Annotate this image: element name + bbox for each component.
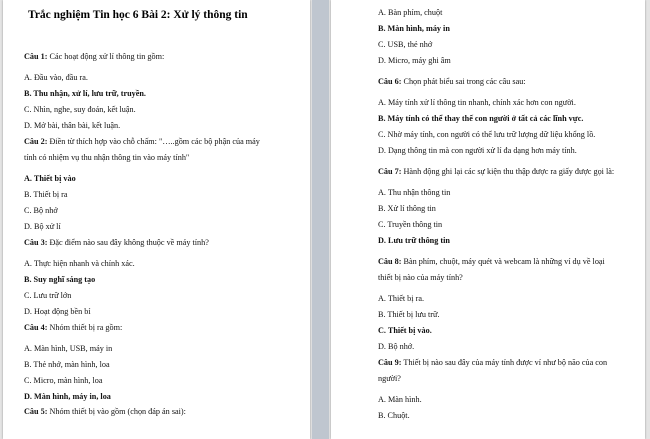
q2-option-c: C. Bộ nhớ	[24, 206, 58, 215]
question-text: Hành động ghi lại các sự kiện thu thập được ra giấy được gọi là:	[401, 167, 615, 176]
question-8-continued: thiết bị nào của máy tính?	[378, 273, 463, 282]
q7-option-c: C. Truyền thông tin	[378, 220, 443, 229]
q3-option-c: C. Lưu trữ lớn	[24, 291, 72, 300]
q4-option-c: C. Micro, màn hình, loa	[24, 376, 103, 385]
question-1	[24, 52, 164, 62]
question-7	[378, 167, 614, 177]
q2-option-b: B. Thiết bị ra	[24, 190, 68, 199]
q9-option-a: A. Màn hình.	[378, 395, 422, 404]
q7-option-a: A. Thu nhận thông tin	[378, 188, 451, 197]
q6-option-b: B. Máy tính có thể thay thế con người ở tất cả các lĩnh vực.	[378, 114, 584, 123]
q9-option-b: B. Chuột.	[378, 411, 410, 420]
question-number: Câu 7:	[378, 167, 402, 176]
question-3	[24, 238, 209, 248]
question-8	[378, 257, 605, 267]
question-9-continued: người?	[378, 374, 401, 383]
page-gutter	[312, 0, 329, 439]
question-number: Câu 5:	[24, 407, 48, 416]
q4-option-b: B. Thẻ nhớ, màn hình, loa	[24, 360, 110, 369]
q6-option-d: D. Dạng thông tin mà con người xử lí đa dạng hơn máy tính.	[378, 146, 577, 155]
q4-option-a: A. Màn hình, USB, máy in	[24, 344, 113, 353]
q4-option-d: D. Màn hình, máy in, loa	[24, 392, 111, 401]
q3-option-b: B. Suy nghĩ sáng tạo	[24, 275, 96, 284]
question-text: Bàn phím, chuột, máy quét và webcam là những ví dụ về loại	[401, 257, 605, 266]
q1-option-c: C. Nhìn, nghe, suy đoán, kết luận.	[24, 105, 136, 114]
question-number: Câu 8:	[378, 257, 402, 266]
question-number: Câu 9:	[378, 358, 402, 367]
page-right	[331, 0, 645, 439]
q3-option-a: A. Thực hiện nhanh và chính xác.	[24, 259, 135, 268]
question-text: Chọn phát biểu sai trong các câu sau:	[401, 77, 526, 86]
question-text: Các hoạt động xử lí thông tin gồm:	[47, 52, 165, 61]
question-2	[24, 137, 260, 147]
q6-option-a: A. Máy tính xử lí thông tin nhanh, chính xác hơn con người.	[378, 98, 576, 107]
q1-option-a: A. Đầu vào, đầu ra.	[24, 73, 88, 82]
question-number: Câu 1:	[24, 52, 48, 61]
question-text: Đặc điểm nào sau đây không thuộc về máy tính?	[47, 238, 209, 247]
q5-option-c: C. USB, thẻ nhớ	[378, 40, 433, 49]
question-text: Điền từ thích hợp vào chỗ chấm: "…..gồm các bộ phận của máy	[47, 137, 260, 146]
q5-option-b: B. Màn hình, máy in	[378, 24, 450, 33]
q8-option-d: D. Bộ nhớ.	[378, 342, 415, 351]
q1-option-d: D. Mở bài, thân bài, kết luận.	[24, 121, 121, 130]
question-number: Câu 6:	[378, 77, 402, 86]
q1-option-b: B. Thu nhận, xử lí, lưu trữ, truyền.	[24, 89, 146, 98]
question-number: Câu 4:	[24, 323, 48, 332]
q7-option-d: D. Lưu trữ thông tin	[378, 236, 450, 245]
question-text: Nhóm thiết bị ra gồm:	[47, 323, 123, 332]
question-text: Thiết bị nào sau đây của máy tính được ví như bộ não của con	[401, 358, 608, 367]
page-left	[3, 0, 310, 439]
q8-option-a: A. Thiết bị ra.	[378, 294, 425, 303]
question-2-continued: tính có nhiệm vụ thu nhận thông tin vào máy tính"	[24, 153, 190, 162]
q8-option-b: B. Thiết bị lưu trữ.	[378, 310, 440, 319]
question-9	[378, 358, 607, 368]
q2-option-a: A. Thiết bị vào	[24, 174, 76, 183]
q7-option-b: B. Xử lí thông tin	[378, 204, 436, 213]
q5-option-a: A. Bàn phím, chuột	[378, 8, 443, 17]
question-text: Nhóm thiết bị vào gồm (chọn đáp án sai):	[47, 407, 186, 416]
document-title: Trắc nghiệm Tin học 6 Bài 2: Xử lý thông tin	[28, 9, 248, 21]
q2-option-d: D. Bộ xử lí	[24, 222, 61, 231]
question-number: Câu 3:	[24, 238, 48, 247]
q6-option-c: C. Nhờ máy tính, con người có thể lưu trữ lượng dữ liệu khổng lồ.	[378, 130, 596, 139]
q3-option-d: D. Hoạt động bền bỉ	[24, 307, 91, 316]
question-6	[378, 77, 526, 87]
question-5	[24, 407, 186, 417]
question-4	[24, 323, 122, 333]
question-number: Câu 2:	[24, 137, 48, 146]
q5-option-d: D. Micro, máy ghi âm	[378, 56, 451, 65]
q8-option-c: C. Thiết bị vào.	[378, 326, 432, 335]
